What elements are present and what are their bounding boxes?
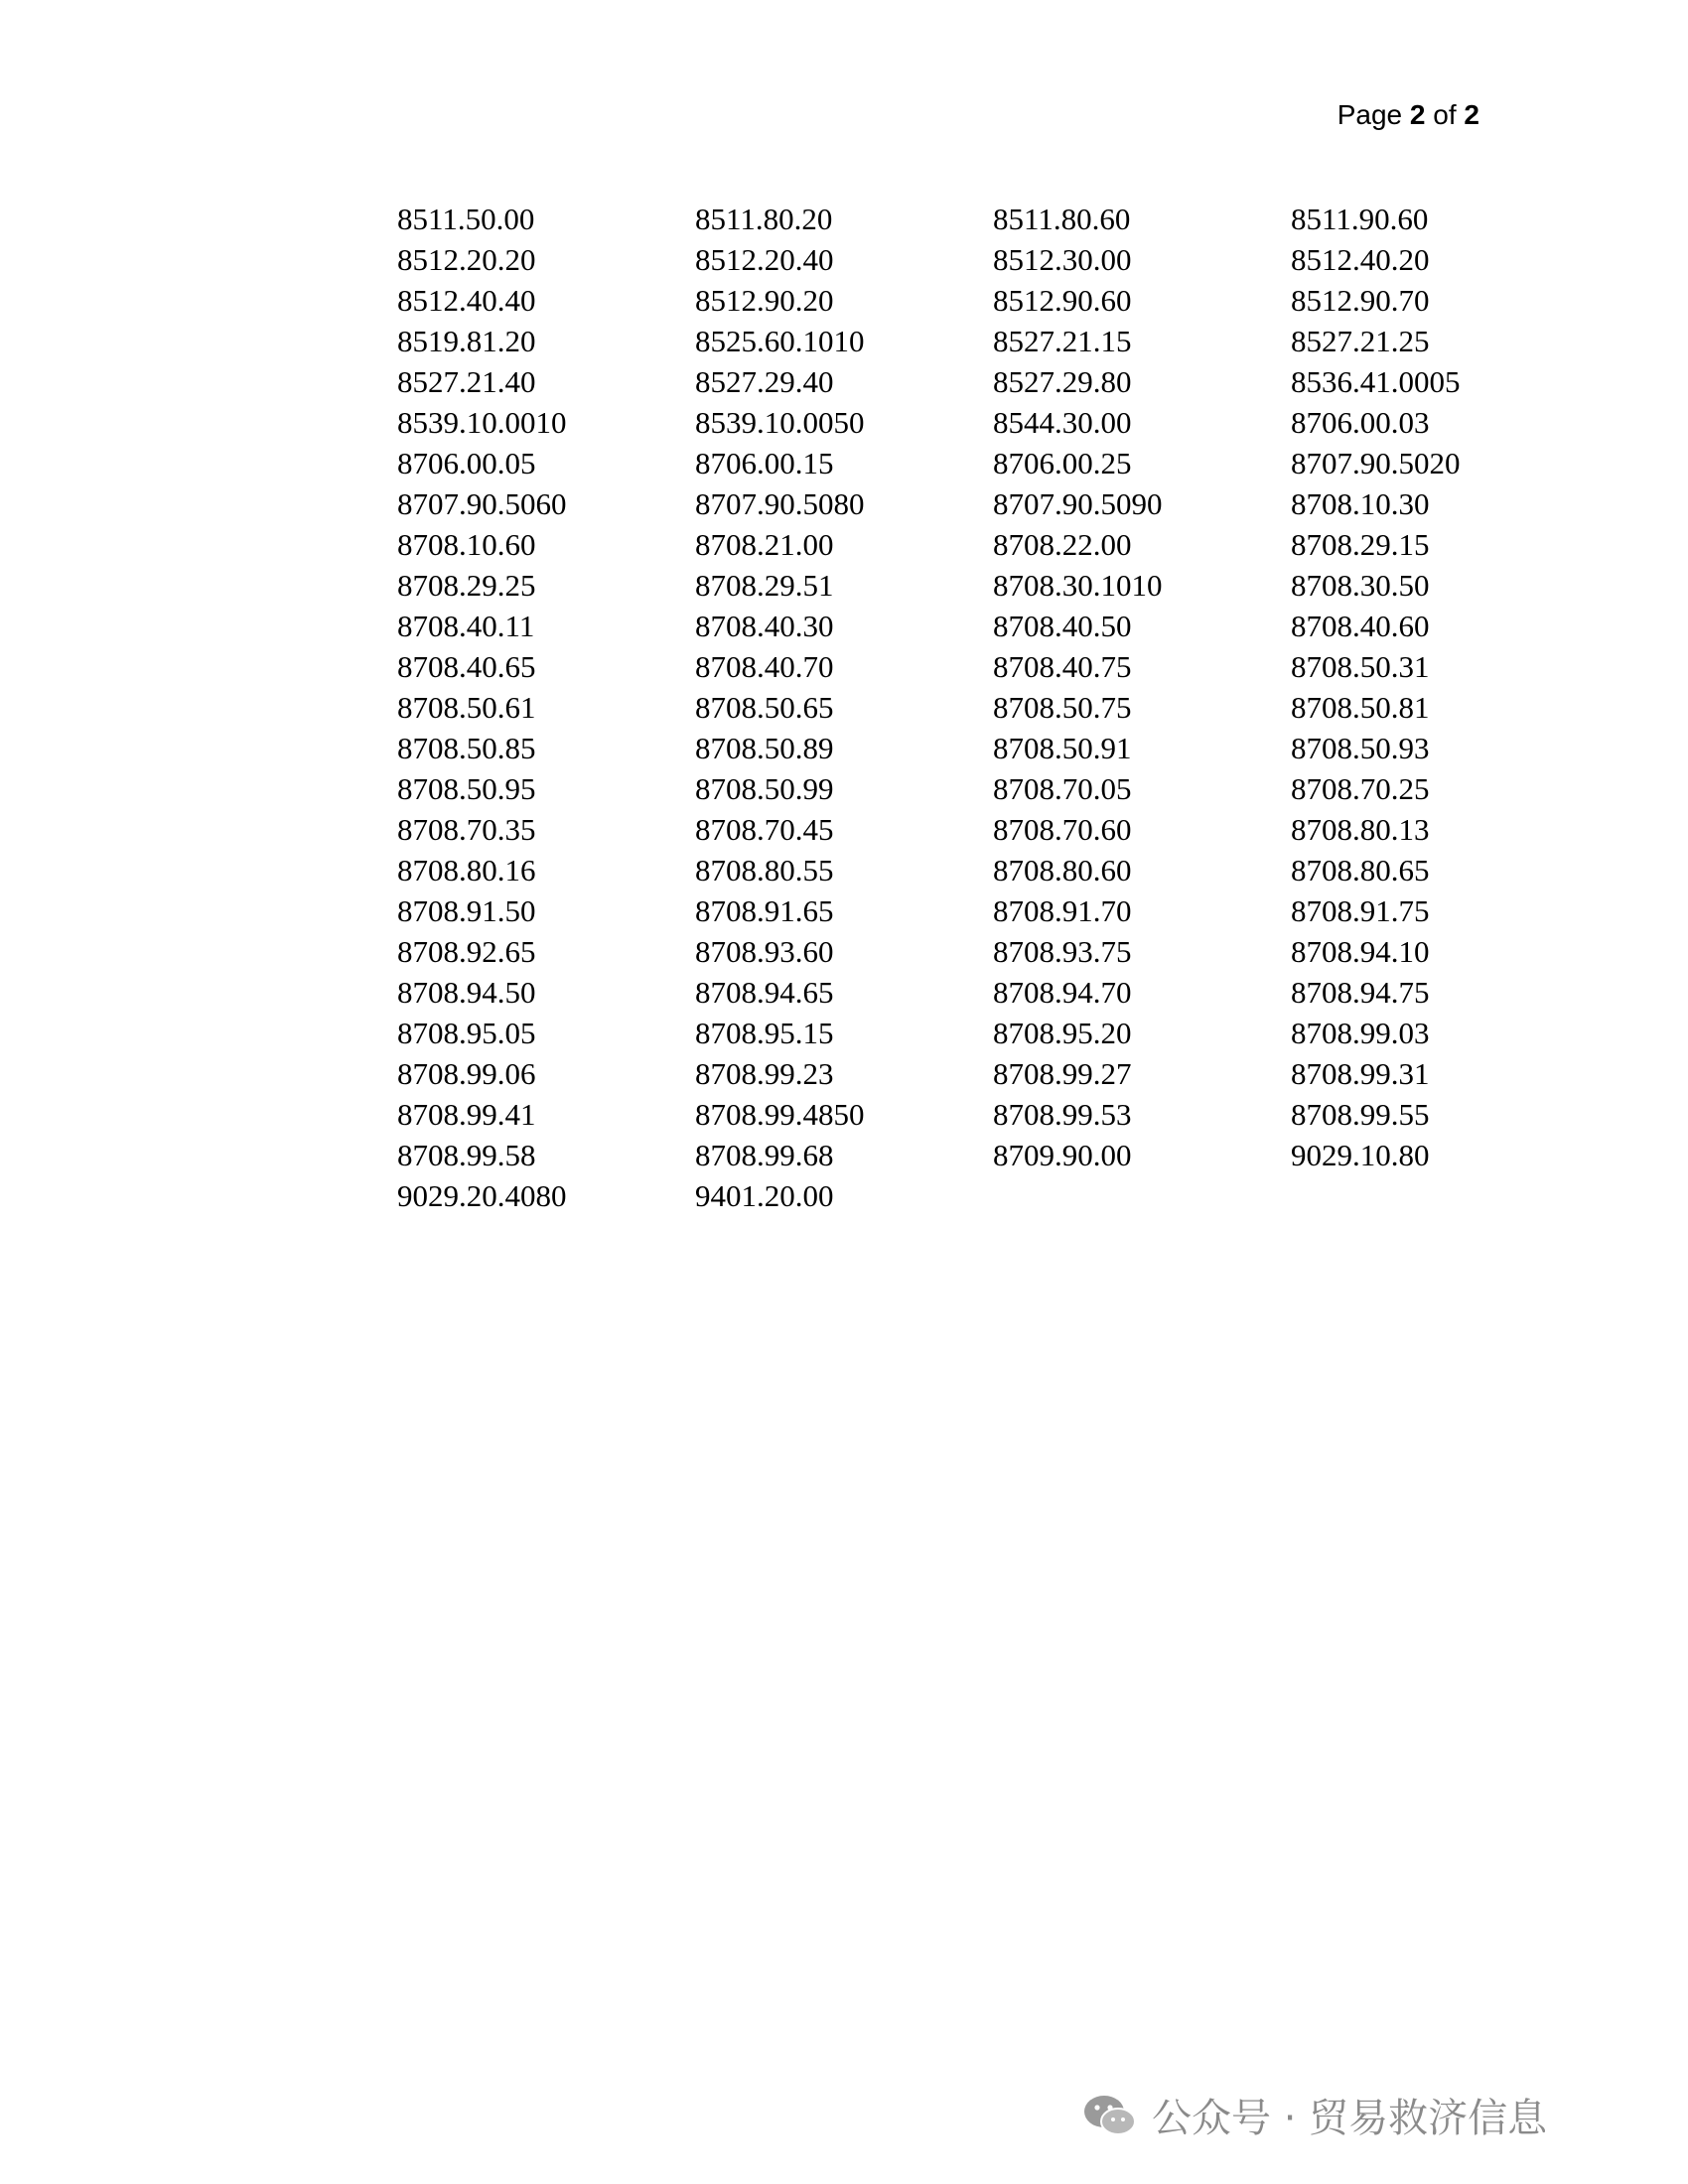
tariff-code: 8512.90.20 <box>695 282 834 318</box>
tariff-code: 8511.80.60 <box>993 201 1131 236</box>
table-row <box>397 1135 1589 1175</box>
tariff-code: 8708.70.60 <box>993 811 1132 847</box>
tariff-code: 8527.29.40 <box>695 363 834 399</box>
table-row <box>397 606 1589 646</box>
tariff-code: 8707.90.5080 <box>695 485 865 521</box>
tariff-code: 8708.95.05 <box>397 1015 536 1050</box>
tariff-code: 8708.40.30 <box>695 608 834 643</box>
tariff-code: 8512.40.20 <box>1291 241 1430 277</box>
tariff-code: 8525.60.1010 <box>695 323 865 358</box>
tariff-code: 8708.80.16 <box>397 852 536 887</box>
tariff-code: 8708.80.55 <box>695 852 834 887</box>
tariff-code: 8708.22.00 <box>993 526 1132 562</box>
tariff-code: 8708.10.30 <box>1291 485 1430 521</box>
tariff-code: 8708.93.60 <box>695 933 834 969</box>
table-row <box>397 972 1589 1013</box>
table-row <box>397 1053 1589 1094</box>
tariff-code: 8708.50.93 <box>1291 730 1430 765</box>
tariff-code: 8707.90.5060 <box>397 485 567 521</box>
table-row <box>397 809 1589 850</box>
tariff-code: 8708.50.85 <box>397 730 536 765</box>
table-row <box>397 890 1589 931</box>
tariff-code: 8708.99.55 <box>1291 1096 1430 1132</box>
of-label: of <box>1433 99 1457 130</box>
watermark-text: 公众号 · 贸易救济信息 <box>1152 2096 1548 2141</box>
table-row <box>397 321 1589 361</box>
tariff-code: 8708.40.11 <box>397 608 535 643</box>
tariff-code: 8539.10.0050 <box>695 404 865 440</box>
tariff-code: 8708.70.35 <box>397 811 536 847</box>
tariff-code: 8708.99.53 <box>993 1096 1132 1132</box>
table-row <box>397 1094 1589 1135</box>
tariff-code: 8708.94.50 <box>397 974 536 1010</box>
tariff-code: 8708.50.81 <box>1291 689 1430 725</box>
table-row <box>397 1013 1589 1053</box>
tariff-code: 8511.50.00 <box>397 201 535 236</box>
wechat-icon <box>1082 2092 1138 2139</box>
tariff-code: 8708.40.65 <box>397 648 536 684</box>
table-row <box>397 768 1589 809</box>
table-row <box>397 565 1589 606</box>
tariff-code: 8708.99.4850 <box>695 1096 865 1132</box>
tariff-code: 8512.40.40 <box>397 282 536 318</box>
table-row <box>397 402 1589 443</box>
table-row <box>397 443 1589 483</box>
tariff-code: 8708.99.31 <box>1291 1055 1430 1091</box>
tariff-code: 8708.30.1010 <box>993 567 1163 603</box>
tariff-code: 8708.10.60 <box>397 526 536 562</box>
tariff-code: 8708.30.50 <box>1291 567 1430 603</box>
tariff-code: 8527.21.25 <box>1291 323 1430 358</box>
tariff-code: 8708.40.75 <box>993 648 1132 684</box>
tariff-code: 8527.21.15 <box>993 323 1132 358</box>
tariff-code: 8708.50.91 <box>993 730 1132 765</box>
tariff-code: 8708.99.06 <box>397 1055 536 1091</box>
tariff-code: 8708.99.41 <box>397 1096 536 1132</box>
tariff-code: 8708.91.75 <box>1291 892 1430 928</box>
tariff-code: 8707.90.5090 <box>993 485 1163 521</box>
tariff-code: 8511.80.20 <box>695 201 833 236</box>
tariff-code: 8708.29.15 <box>1291 526 1430 562</box>
table-row <box>397 1175 1589 1216</box>
tariff-code: 8708.94.75 <box>1291 974 1430 1010</box>
tariff-code: 8708.29.51 <box>695 567 834 603</box>
tariff-code: 8512.20.20 <box>397 241 536 277</box>
tariff-code: 8708.40.70 <box>695 648 834 684</box>
table-row <box>397 280 1589 321</box>
table-row <box>397 361 1589 402</box>
tariff-code: 8709.90.00 <box>993 1137 1132 1172</box>
tariff-code: 8708.92.65 <box>397 933 536 969</box>
tariff-code: 8512.90.70 <box>1291 282 1430 318</box>
tariff-code: 8708.94.70 <box>993 974 1132 1010</box>
tariff-code: 8706.00.03 <box>1291 404 1430 440</box>
tariff-code: 8708.80.60 <box>993 852 1132 887</box>
table-row <box>397 850 1589 890</box>
page-label: Page <box>1336 99 1403 130</box>
tariff-code: 8708.93.75 <box>993 933 1132 969</box>
tariff-code: 8708.94.10 <box>1291 933 1430 969</box>
tariff-code: 8708.80.13 <box>1291 811 1430 847</box>
tariff-code: 8708.29.25 <box>397 567 536 603</box>
tariff-code: 8708.50.31 <box>1291 648 1430 684</box>
tariff-code: 8708.50.65 <box>695 689 834 725</box>
tariff-code: 8708.94.65 <box>695 974 834 1010</box>
tariff-code: 8706.00.05 <box>397 445 536 480</box>
table-row <box>397 728 1589 768</box>
tariff-code: 8708.70.45 <box>695 811 834 847</box>
tariff-code: 8708.91.70 <box>993 892 1132 928</box>
tariff-code: 8706.00.25 <box>993 445 1132 480</box>
tariff-code: 8512.30.00 <box>993 241 1132 277</box>
table-row <box>397 931 1589 972</box>
tariff-code: 8708.40.60 <box>1291 608 1430 643</box>
tariff-code: 8512.20.40 <box>695 241 834 277</box>
tariff-code: 8708.50.75 <box>993 689 1132 725</box>
tariff-code: 8708.99.68 <box>695 1137 834 1172</box>
tariff-code: 8519.81.20 <box>397 323 536 358</box>
tariff-code: 8708.91.65 <box>695 892 834 928</box>
tariff-code: 8708.95.20 <box>993 1015 1132 1050</box>
tariff-code: 8539.10.0010 <box>397 404 567 440</box>
tariff-code: 8536.41.0005 <box>1291 363 1461 399</box>
table-row <box>397 483 1589 524</box>
tariff-code: 9401.20.00 <box>695 1177 834 1213</box>
tariff-code: 8708.99.27 <box>993 1055 1132 1091</box>
table-row <box>397 239 1589 280</box>
tariff-code: 8706.00.15 <box>695 445 834 480</box>
tariff-code: 8512.90.60 <box>993 282 1132 318</box>
tariff-code: 8708.99.23 <box>695 1055 834 1091</box>
page-total: 2 <box>1464 99 1479 130</box>
tariff-code: 8708.50.61 <box>397 689 536 725</box>
tariff-code: 8708.70.05 <box>993 770 1132 806</box>
tariff-code: 8544.30.00 <box>993 404 1132 440</box>
tariff-code: 8708.99.03 <box>1291 1015 1430 1050</box>
tariff-code: 8527.21.40 <box>397 363 536 399</box>
table-row <box>397 687 1589 728</box>
tariff-code: 8511.90.60 <box>1291 201 1429 236</box>
tariff-code: 9029.20.4080 <box>397 1177 567 1213</box>
tariff-code-table <box>397 199 1589 1216</box>
table-row <box>397 646 1589 687</box>
tariff-code: 8708.99.58 <box>397 1137 536 1172</box>
tariff-code: 8708.50.95 <box>397 770 536 806</box>
tariff-code: 8707.90.5020 <box>1291 445 1461 480</box>
tariff-code: 8708.95.15 <box>695 1015 834 1050</box>
tariff-code: 8708.21.00 <box>695 526 834 562</box>
tariff-code: 8527.29.80 <box>993 363 1132 399</box>
watermark <box>1082 2087 1547 2143</box>
tariff-code: 8708.91.50 <box>397 892 536 928</box>
tariff-code: 8708.50.99 <box>695 770 834 806</box>
page-number-header <box>1337 99 1479 131</box>
table-row <box>397 524 1589 565</box>
tariff-code: 9029.10.80 <box>1291 1137 1430 1172</box>
table-row <box>397 199 1589 239</box>
tariff-code: 8708.70.25 <box>1291 770 1430 806</box>
tariff-code: 8708.40.50 <box>993 608 1132 643</box>
page-number: 2 <box>1409 99 1426 130</box>
tariff-code: 8708.50.89 <box>695 730 834 765</box>
tariff-code: 8708.80.65 <box>1291 852 1430 887</box>
